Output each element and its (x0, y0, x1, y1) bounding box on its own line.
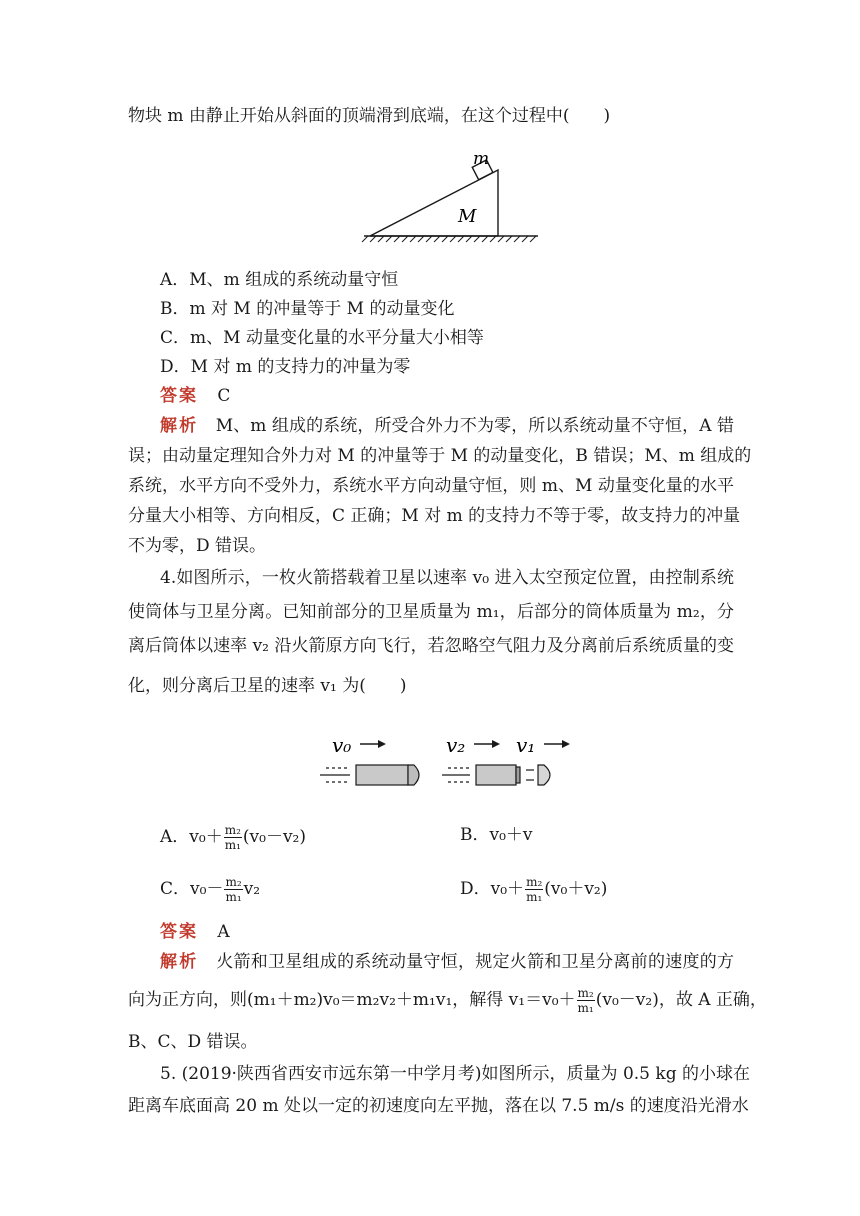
q3-option-b: B．m 对 M 的冲量等于 M 的动量变化 (160, 299, 455, 319)
q3-analysis-line-5: 不为零，D 错误。 (128, 536, 267, 556)
exhaust-lines-1 (320, 768, 350, 782)
ground-hatch (362, 236, 536, 242)
analysis-expr-post: (v₀－v₂)，故 A 正确， (595, 990, 767, 1010)
q4-option-b (460, 823, 533, 847)
fraction (577, 986, 595, 1015)
q3-option-c: C．m、M 动量变化量的水平分量大小相等 (160, 328, 484, 348)
answer-value: A (217, 922, 230, 942)
v1-arrow (544, 740, 570, 748)
fraction-denominator: m₁ (526, 890, 543, 904)
fraction-denominator: m₁ (225, 890, 242, 904)
q3-analysis-line-3: 系统，水平方向不受外力，系统水平方向动量守恒，则 m、M 动量变化量的水平 (128, 476, 734, 496)
q4-option-d (460, 875, 607, 904)
answer-label: 答案 (160, 386, 198, 406)
label-M: M (458, 206, 477, 227)
analysis-expr-pre: 向为正方向，则(m₁＋m₂)v₀＝m₂v₂＋m₁v₁，解得 v₁＝v₀＋ (128, 990, 576, 1010)
q4-option-c (160, 875, 260, 904)
answer-value: C (217, 386, 231, 406)
label-v2: v₂ (446, 733, 466, 757)
q5-stem-line-2: 距离车底面高 20 m 处以一定的初速度向左平抛，落在以 7.5 m/s 的速度沿光滑水 (128, 1096, 749, 1116)
fraction (525, 875, 543, 904)
fraction-denominator: m₁ (224, 838, 241, 852)
fraction-numerator: m₂ (526, 875, 543, 889)
option-expr-post: (v₀－v₂) (242, 827, 307, 847)
q3-stem-tail: 物块 m 由静止开始从斜面的顶端滑到底端，在这个过程中( ) (128, 106, 611, 126)
label-v1: v₁ (516, 733, 536, 757)
q4-stem-line-1: 4.如图所示，一枚火箭搭载着卫星以速率 v₀ 进入太空预定位置，由控制系统 (160, 568, 734, 588)
label-m: m (473, 149, 490, 169)
rocket-body-after (476, 765, 520, 785)
q3-analysis-line-4: 分量大小相等、方向相反，C 正确；M 对 m 的支持力不等于零，故支持力的冲量 (128, 506, 741, 526)
option-label: C． (160, 879, 191, 899)
q4-stem-line-4: 化，则分离后卫星的速率 v₁ 为( ) (128, 676, 407, 696)
option-label: D． (460, 879, 491, 899)
option-label: A． (160, 827, 190, 847)
q3-option-a: A．M、m 组成的系统动量守恒 (160, 270, 399, 290)
fraction-denominator: m₁ (577, 1001, 594, 1015)
q4-stem-line-2: 使筒体与卫星分离。已知前部分的卫星质量为 m₁，后部分的筒体质量为 m₂，分 (128, 602, 734, 622)
analysis-label: 解析 (160, 952, 199, 972)
option-expr-pre: v₀＋ (189, 827, 223, 847)
rocket-figure (310, 716, 590, 806)
exhaust-lines-2 (442, 768, 470, 782)
satellite-after (526, 765, 550, 785)
q4-answer (160, 920, 230, 944)
fraction (224, 875, 242, 904)
option-expr-post: v₂ (243, 879, 261, 899)
q4-stem-line-3: 离后筒体以速率 v₂ 沿火箭原方向飞行，若忽略空气阻力及分离前后系统质量的变 (128, 636, 734, 656)
q4-option-a (160, 823, 306, 852)
q4-analysis-line-2 (128, 986, 767, 1015)
answer-label: 答案 (160, 922, 198, 942)
q4-analysis-line-1 (160, 950, 734, 974)
q5-stem-line-1: 5. (2019·陕西省西安市远东第一中学月考)如图所示，质量为 0.5 kg 的小球在 (160, 1064, 750, 1084)
q3-analysis-line-1 (160, 414, 734, 438)
incline-figure (360, 140, 550, 250)
option-label: B． (460, 825, 490, 845)
q4-analysis-line-3: B、C、D 错误。 (128, 1032, 258, 1052)
fraction-numerator: m₂ (224, 823, 241, 837)
fraction (224, 823, 242, 852)
option-expr-pre: v₀－ (190, 879, 224, 899)
option-expr-post: (v₀＋v₂) (544, 879, 608, 899)
fraction-numerator: m₂ (577, 986, 594, 1000)
q3-analysis-line-2: 误；由动量定理知合外力对 M 的冲量等于 M 的动量变化，B 错误；M、m 组成的 (128, 446, 752, 466)
rocket-before (356, 765, 419, 785)
v2-arrow (474, 740, 500, 748)
option-expr: v₀＋v (489, 825, 533, 845)
v0-arrow (360, 740, 386, 748)
label-v0: v₀ (332, 733, 352, 757)
option-expr-pre: v₀＋ (490, 879, 525, 899)
q3-option-d: D．M 对 m 的支持力的冲量为零 (160, 357, 411, 377)
fraction-numerator: m₂ (225, 875, 242, 889)
analysis-text: M、m 组成的系统，所受合外力不为零，所以系统动量不守恒，A 错 (215, 416, 734, 436)
analysis-text: 火箭和卫星组成的系统动量守恒，规定火箭和卫星分离前的速度的方 (216, 952, 735, 972)
analysis-label: 解析 (160, 416, 199, 436)
q3-answer (160, 384, 230, 408)
